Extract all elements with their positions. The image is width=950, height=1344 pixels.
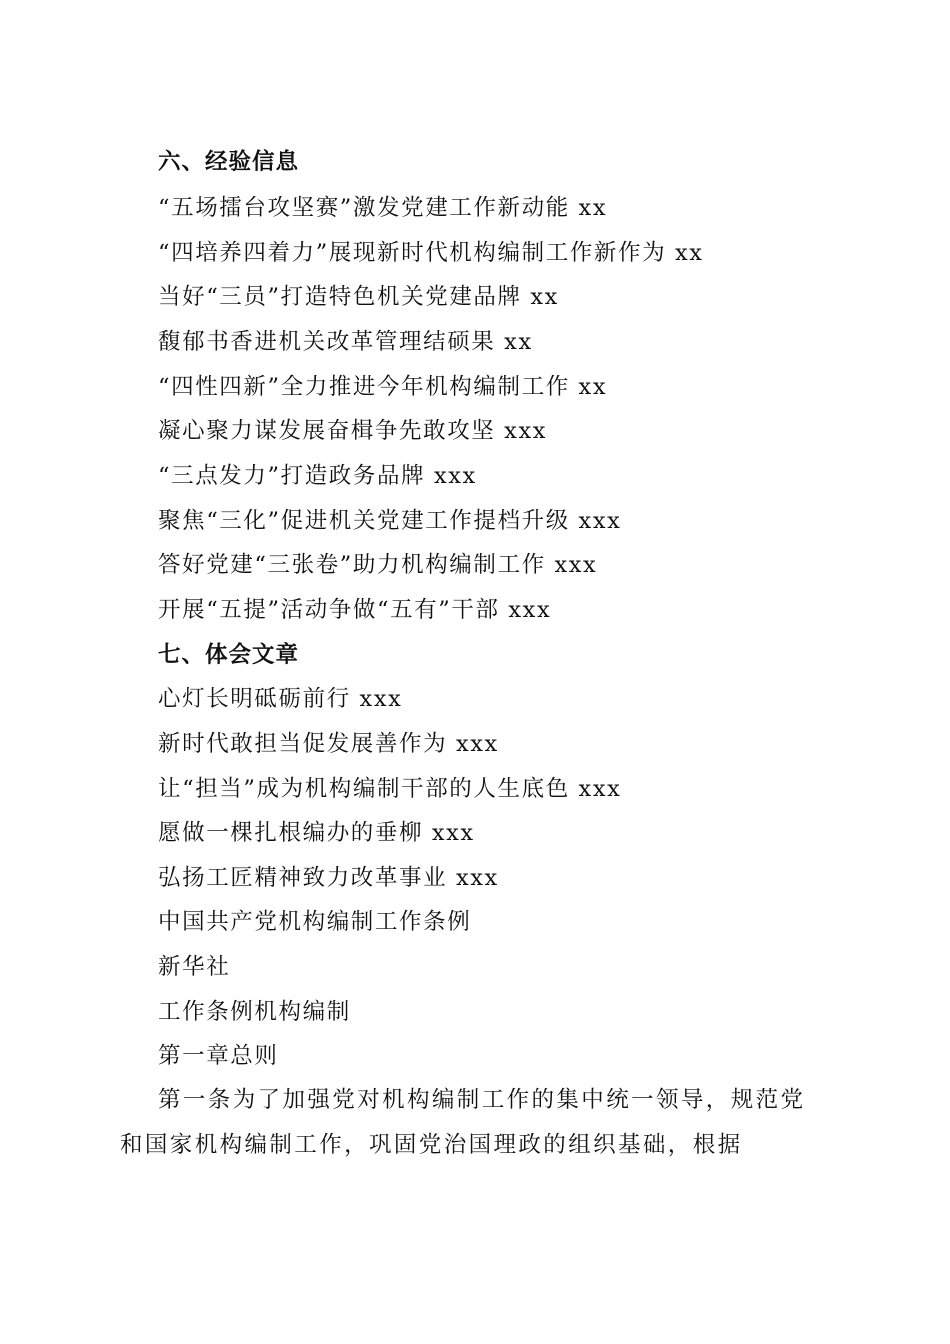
section-6-heading: 六、经验信息 <box>158 149 300 175</box>
section-7-item-4: 愿做一棵扎根编办的垂柳 xxx <box>158 820 475 846</box>
section-6-item-1: “五场擂台攻坚赛”激发党建工作新动能 xx <box>158 195 608 221</box>
section-6-item-6: 凝心聚力谋发展奋楫争先敢攻坚 xxx <box>158 418 548 444</box>
section-6-item-3: 当好“三员”打造特色机关党建品牌 xx <box>158 284 559 310</box>
section-7-item-2: 新时代敢担当促发展善作为 xxx <box>158 731 499 757</box>
section-6-item-7: “三点发力”打造政务品牌 xxx <box>158 463 477 489</box>
regulation-title: 中国共产党机构编制工作条例 <box>158 909 472 935</box>
section-6-item-10: 开展“五提”活动争做“五有”干部 xxx <box>158 597 552 623</box>
section-7-item-3: 让“担当”成为机构编制干部的人生底色 xxx <box>158 776 622 802</box>
regulation-keywords: 工作条例机构编制 <box>158 999 351 1025</box>
section-6-item-4: 馥郁书香进机关改革管理结硕果 xx <box>158 329 533 355</box>
regulation-source: 新华社 <box>158 954 231 980</box>
section-7-heading: 七、体会文章 <box>158 642 300 668</box>
chapter-heading: 第一章总则 <box>158 1043 279 1069</box>
section-7-item-1: 心灯长明砥砺前行 xxx <box>158 686 403 712</box>
section-6-item-2: “四培养四着力”展现新时代机构编制工作新作为 xx <box>158 240 704 266</box>
section-6-item-9: 答好党建“三张卷”助力机构编制工作 xxx <box>158 552 598 578</box>
article-1-paragraph: 第一条为了加强党对机构编制工作的集中统一领导，规范党和国家机构编制工作，巩固党治国理政的组织基础，根据 <box>120 1087 806 1158</box>
section-7-item-5: 弘扬工匠精神致力改革事业 xxx <box>158 865 499 891</box>
section-6-item-5: “四性四新”全力推进今年机构编制工作 xx <box>158 374 608 400</box>
section-6-item-8: 聚焦“三化”促进机关党建工作提档升级 xxx <box>158 508 622 534</box>
